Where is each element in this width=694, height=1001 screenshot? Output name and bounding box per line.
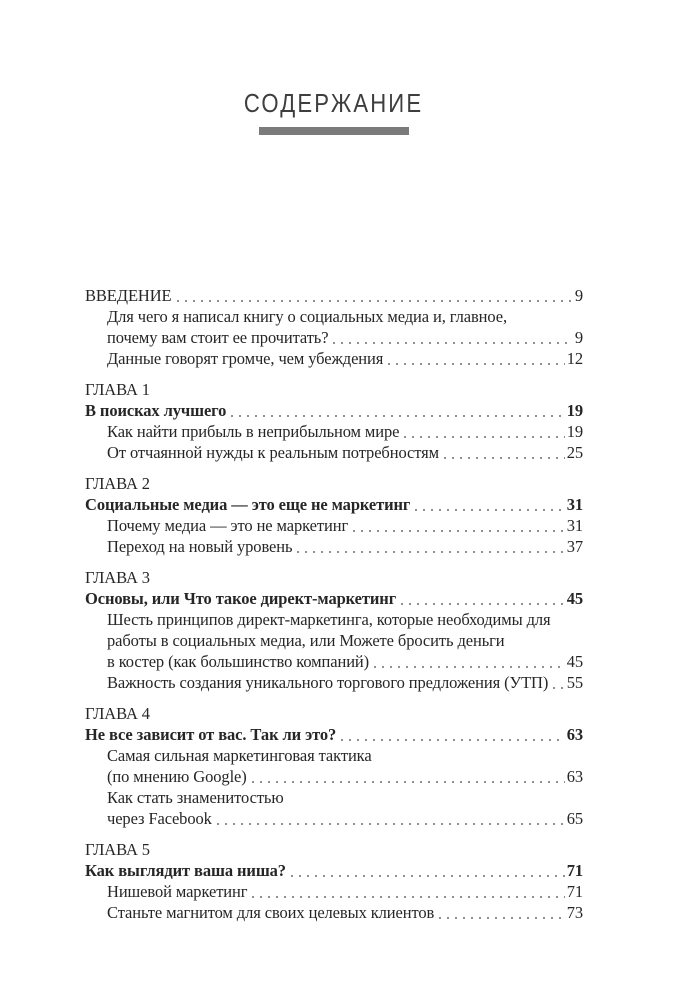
entry-last-line <box>107 902 583 923</box>
entry-line: Шесть принципов директ-маркетинга, которые необходимы для <box>107 610 551 629</box>
entry-last-line <box>85 860 583 881</box>
chapter-title <box>85 494 583 515</box>
page-number: 45 <box>566 652 583 671</box>
toc-section <box>85 703 583 829</box>
chapter-label: ГЛАВА 1 <box>85 380 150 399</box>
entry-line: Для чего я написал книгу о социальных медиа и, главное, <box>107 307 507 326</box>
toc-item <box>85 672 583 693</box>
entry-last-line <box>107 651 583 672</box>
entry-text: (по мнению Google) <box>107 767 247 786</box>
dot-leader <box>444 457 565 459</box>
entry-text: В поисках лучшего <box>85 401 227 420</box>
page-number: 63 <box>566 767 583 786</box>
page-number: 25 <box>566 443 583 462</box>
title-underline-rule <box>259 127 409 135</box>
dot-leader <box>401 603 565 605</box>
entry-text: через Facebook <box>107 809 212 828</box>
entry-text: Как выглядит ваша ниша? <box>85 861 286 880</box>
toc-list <box>85 285 583 923</box>
entry-last-line <box>85 724 583 745</box>
page-number: 12 <box>566 349 583 368</box>
page-number: 65 <box>566 809 583 828</box>
dot-leader <box>404 436 564 438</box>
entry-text: Почему медиа — это не маркетинг <box>107 516 349 535</box>
entry-text: Важность создания уникального торгового предложения (УТП) <box>107 673 549 692</box>
chapter-label: ГЛАВА 2 <box>85 474 150 493</box>
page-number: 37 <box>566 537 583 556</box>
toc-item <box>85 348 583 369</box>
page-title: СОДЕРЖАНИЕ <box>244 88 424 118</box>
entry-last-line <box>107 881 583 902</box>
dot-leader <box>353 530 565 532</box>
dot-leader <box>553 687 564 689</box>
toc-item <box>85 421 583 442</box>
page-number: 9 <box>574 286 583 305</box>
page-content <box>85 88 583 923</box>
entry-last-line <box>107 421 583 442</box>
dot-leader <box>388 363 564 365</box>
page-number: 31 <box>566 495 583 514</box>
entry-text: Основы, или Что такое директ-маркетинг <box>85 589 397 608</box>
toc-item <box>85 902 583 923</box>
dot-leader <box>297 551 564 553</box>
dot-leader <box>291 875 565 877</box>
dot-leader <box>231 415 564 417</box>
toc-item <box>85 306 583 348</box>
toc-section <box>85 567 583 693</box>
dot-leader <box>374 666 565 668</box>
page-number: 71 <box>566 882 583 901</box>
entry-text: Не все зависит от вас. Так ли это? <box>85 725 337 744</box>
entry-last-line <box>107 442 583 463</box>
entry-last-line <box>85 588 583 609</box>
chapter-label: ГЛАВА 5 <box>85 840 150 859</box>
entry-text: Нишевой маркетинг <box>107 882 248 901</box>
toc-item <box>85 609 583 672</box>
page-number: 55 <box>566 673 583 692</box>
page-number: 73 <box>566 903 583 922</box>
toc-section <box>85 839 583 923</box>
toc-section <box>85 473 583 557</box>
entry-text: От отчаянной нужды к реальным потребностям <box>107 443 439 462</box>
toc-item <box>85 536 583 557</box>
dot-leader <box>252 781 565 783</box>
chapter-label: ГЛАВА 4 <box>85 704 150 723</box>
dot-leader <box>333 342 572 344</box>
page-number: 19 <box>566 401 583 420</box>
entry-last-line <box>107 808 583 829</box>
page-number: 63 <box>566 725 583 744</box>
entry-text: в костер (как большинство компаний) <box>107 652 370 671</box>
chapter-title <box>85 860 583 881</box>
dot-leader <box>252 896 564 898</box>
dot-leader <box>177 300 573 302</box>
page-number: 71 <box>566 861 583 880</box>
entry-line: Как стать знаменитостью <box>107 788 284 807</box>
chapter-title <box>85 588 583 609</box>
toc-item <box>85 442 583 463</box>
entry-last-line <box>107 672 583 693</box>
page-title-block <box>85 88 583 135</box>
dot-leader <box>341 739 564 741</box>
entry-last-line <box>107 348 583 369</box>
entry-text: Социальные медиа — это еще не маркетинг <box>85 495 411 514</box>
toc-item <box>85 881 583 902</box>
entry-last-line <box>107 327 583 348</box>
toc-item <box>85 515 583 536</box>
entry-text: ВВЕДЕНИЕ <box>85 286 172 305</box>
chapter-label: ГЛАВА 3 <box>85 568 150 587</box>
dot-leader <box>415 509 564 511</box>
entry-line: работы в социальных медиа, или Можете бросить деньги <box>107 631 505 650</box>
entry-text: Станьте магнитом для своих целевых клиентов <box>107 903 435 922</box>
toc-section <box>85 285 583 369</box>
entry-last-line <box>107 766 583 787</box>
entry-last-line <box>107 515 583 536</box>
entry-text: Данные говорят громче, чем убеждения <box>107 349 384 368</box>
entry-text: почему вам стоит ее прочитать? <box>107 328 329 347</box>
entry-last-line <box>85 400 583 421</box>
entry-last-line <box>85 285 583 306</box>
toc-item <box>85 787 583 829</box>
entry-text: Как найти прибыль в неприбыльном мире <box>107 422 400 441</box>
entry-text: Переход на новый уровень <box>107 537 293 556</box>
entry-line: Самая сильная маркетинговая тактика <box>107 746 372 765</box>
entry-last-line <box>85 494 583 515</box>
toc-section <box>85 379 583 463</box>
toc-item <box>85 745 583 787</box>
page-number: 45 <box>566 589 583 608</box>
chapter-title <box>85 724 583 745</box>
page-number: 19 <box>566 422 583 441</box>
dot-leader <box>439 917 564 919</box>
page-number: 31 <box>566 516 583 535</box>
page-number: 9 <box>574 328 583 347</box>
dot-leader <box>217 823 565 825</box>
chapter-title <box>85 285 583 306</box>
entry-last-line <box>107 536 583 557</box>
chapter-title <box>85 400 583 421</box>
